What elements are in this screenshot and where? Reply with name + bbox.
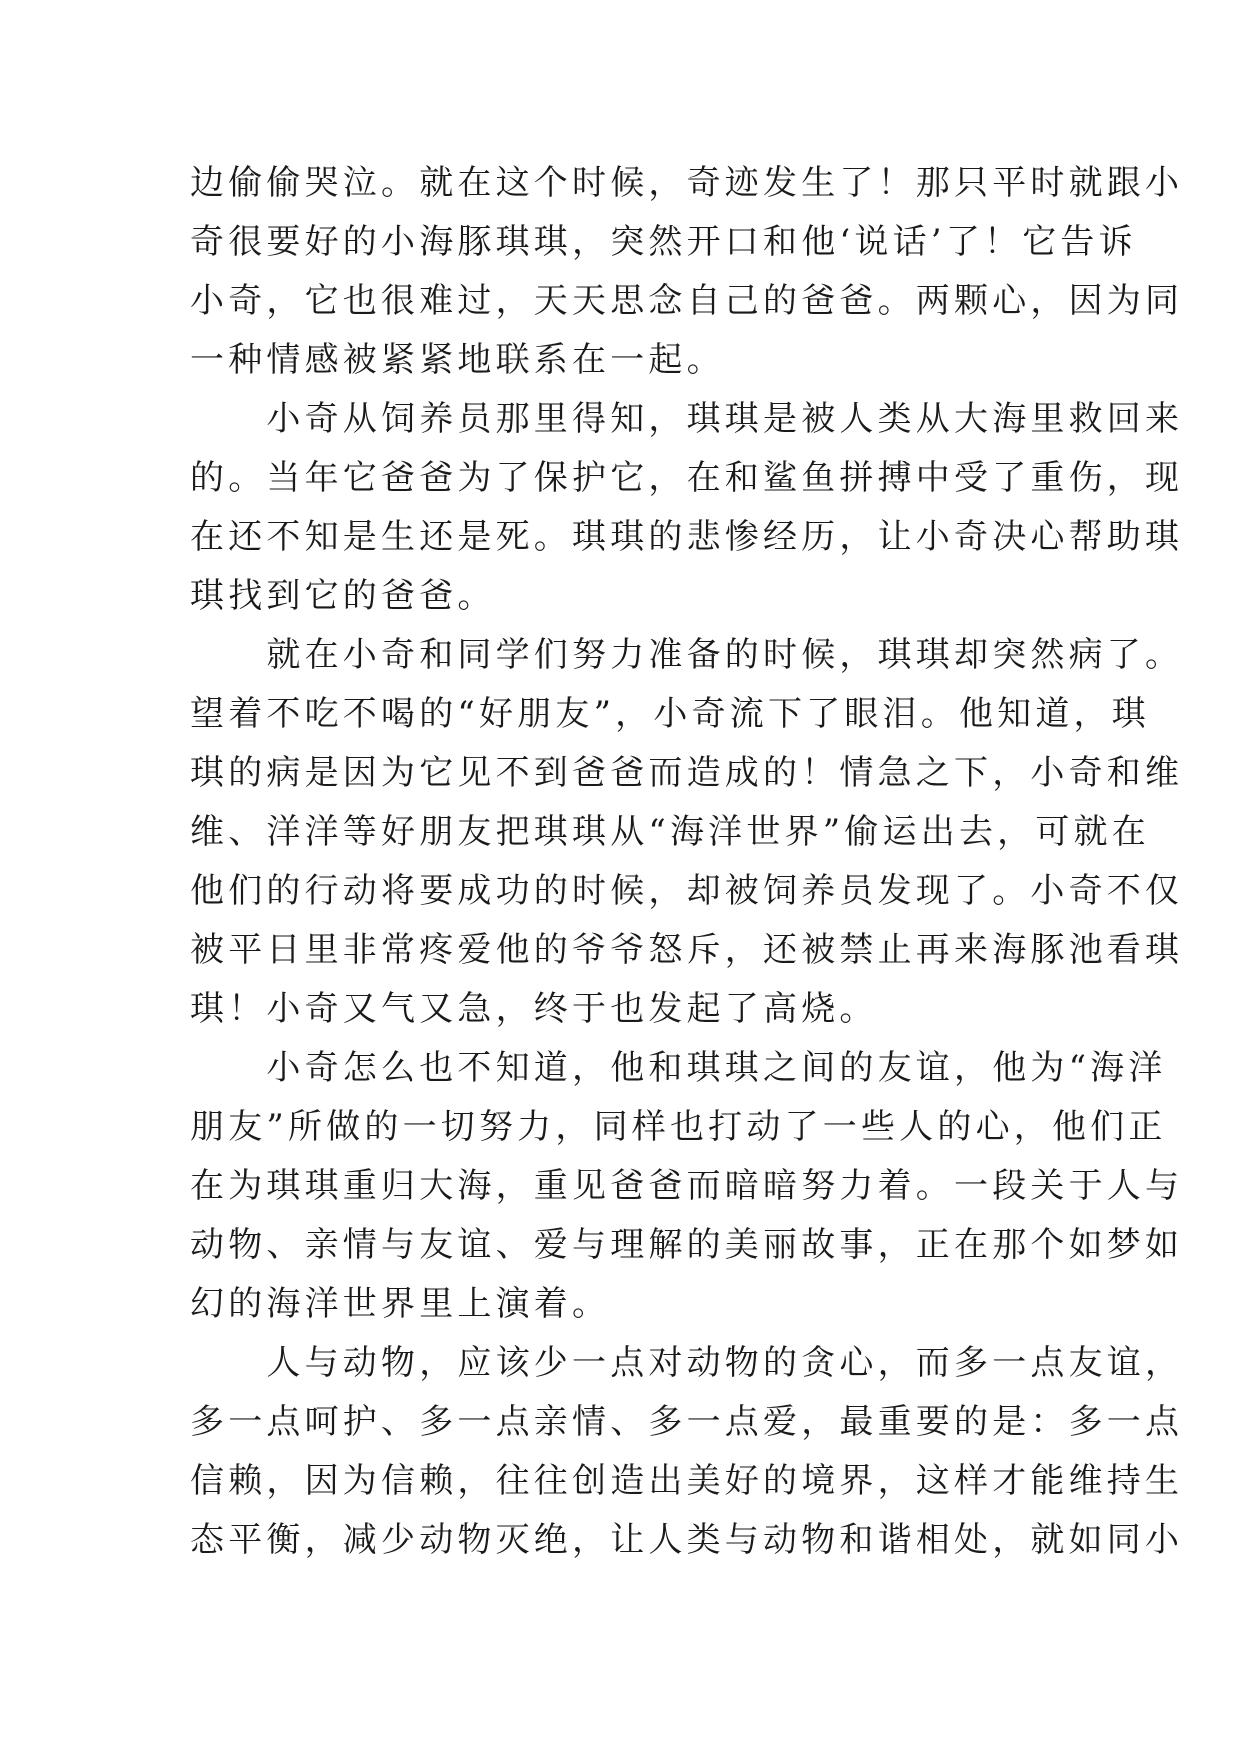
- text-line: 人与动物，应该少一点对动物的贪心，而多一点友谊，: [190, 1343, 1184, 1383]
- text-line: 小奇怎么也不知道，他和琪琪之间的友谊，他为“海洋: [190, 1048, 1167, 1088]
- text-line: 琪找到它的爸爸。: [190, 576, 496, 616]
- text-line: 小奇，它也很难过，天天思念自己的爸爸。两颗心，因为同: [190, 281, 1184, 321]
- text-line: 他们的行动将要成功的时候，却被饲养员发现了。小奇不仅: [190, 871, 1184, 911]
- paragraph: [190, 154, 1184, 390]
- text-line: 就在小奇和同学们努力准备的时候，琪琪却突然病了。: [190, 635, 1184, 675]
- text-line: 琪的病是因为它见不到爸爸而造成的！情急之下，小奇和维: [190, 753, 1184, 793]
- text-line: 琪！小奇又气又急，终于也发起了高烧。: [190, 989, 878, 1029]
- paragraph: [190, 626, 1184, 1039]
- text-line: 维、洋洋等好朋友把琪琪从“海洋世界”偷运出去，可就在: [190, 812, 1150, 852]
- text-line: 的。当年它爸爸为了保护它，在和鲨鱼拼搏中受了重伤，现: [190, 458, 1184, 498]
- text-line: 望着不吃不喝的“好朋友”，小奇流下了眼泪。他知道，琪: [190, 694, 1150, 734]
- document-body: [190, 154, 1184, 1570]
- text-line: 边偷偷哭泣。就在这个时候，奇迹发生了！那只平时就跟小: [190, 163, 1184, 203]
- text-line: 在为琪琪重归大海，重见爸爸而暗暗努力着。一段关于人与: [190, 1166, 1184, 1206]
- text-line: 在还不知是生还是死。琪琪的悲惨经历，让小奇决心帮助琪: [190, 517, 1184, 557]
- text-line: 多一点呵护、多一点亲情、多一点爱，最重要的是：多一点: [190, 1402, 1184, 1442]
- text-line: 幻的海洋世界里上演着。: [190, 1284, 611, 1324]
- text-line: 被平日里非常疼爱他的爷爷怒斥，还被禁止再来海豚池看琪: [190, 930, 1184, 970]
- text-line: 朋友”所做的一切努力，同样也打动了一些人的心，他们正: [190, 1107, 1167, 1147]
- text-line: 小奇从饲养员那里得知，琪琪是被人类从大海里救回来: [190, 399, 1184, 439]
- text-line: 一种情感被紧紧地联系在一起。: [190, 340, 725, 380]
- paragraph: [190, 1039, 1184, 1334]
- paragraph: [190, 1334, 1184, 1570]
- text-line: 动物、亲情与友谊、爱与理解的美丽故事，正在那个如梦如: [190, 1225, 1184, 1265]
- paragraph: [190, 390, 1184, 626]
- text-line: 信赖，因为信赖，往往创造出美好的境界，这样才能维持生: [190, 1461, 1184, 1501]
- text-line: 态平衡，减少动物灭绝，让人类与动物和谐相处，就如同小: [190, 1520, 1184, 1560]
- text-line: 奇很要好的小海豚琪琪，突然开口和他‘说话’了！它告诉: [190, 222, 1137, 262]
